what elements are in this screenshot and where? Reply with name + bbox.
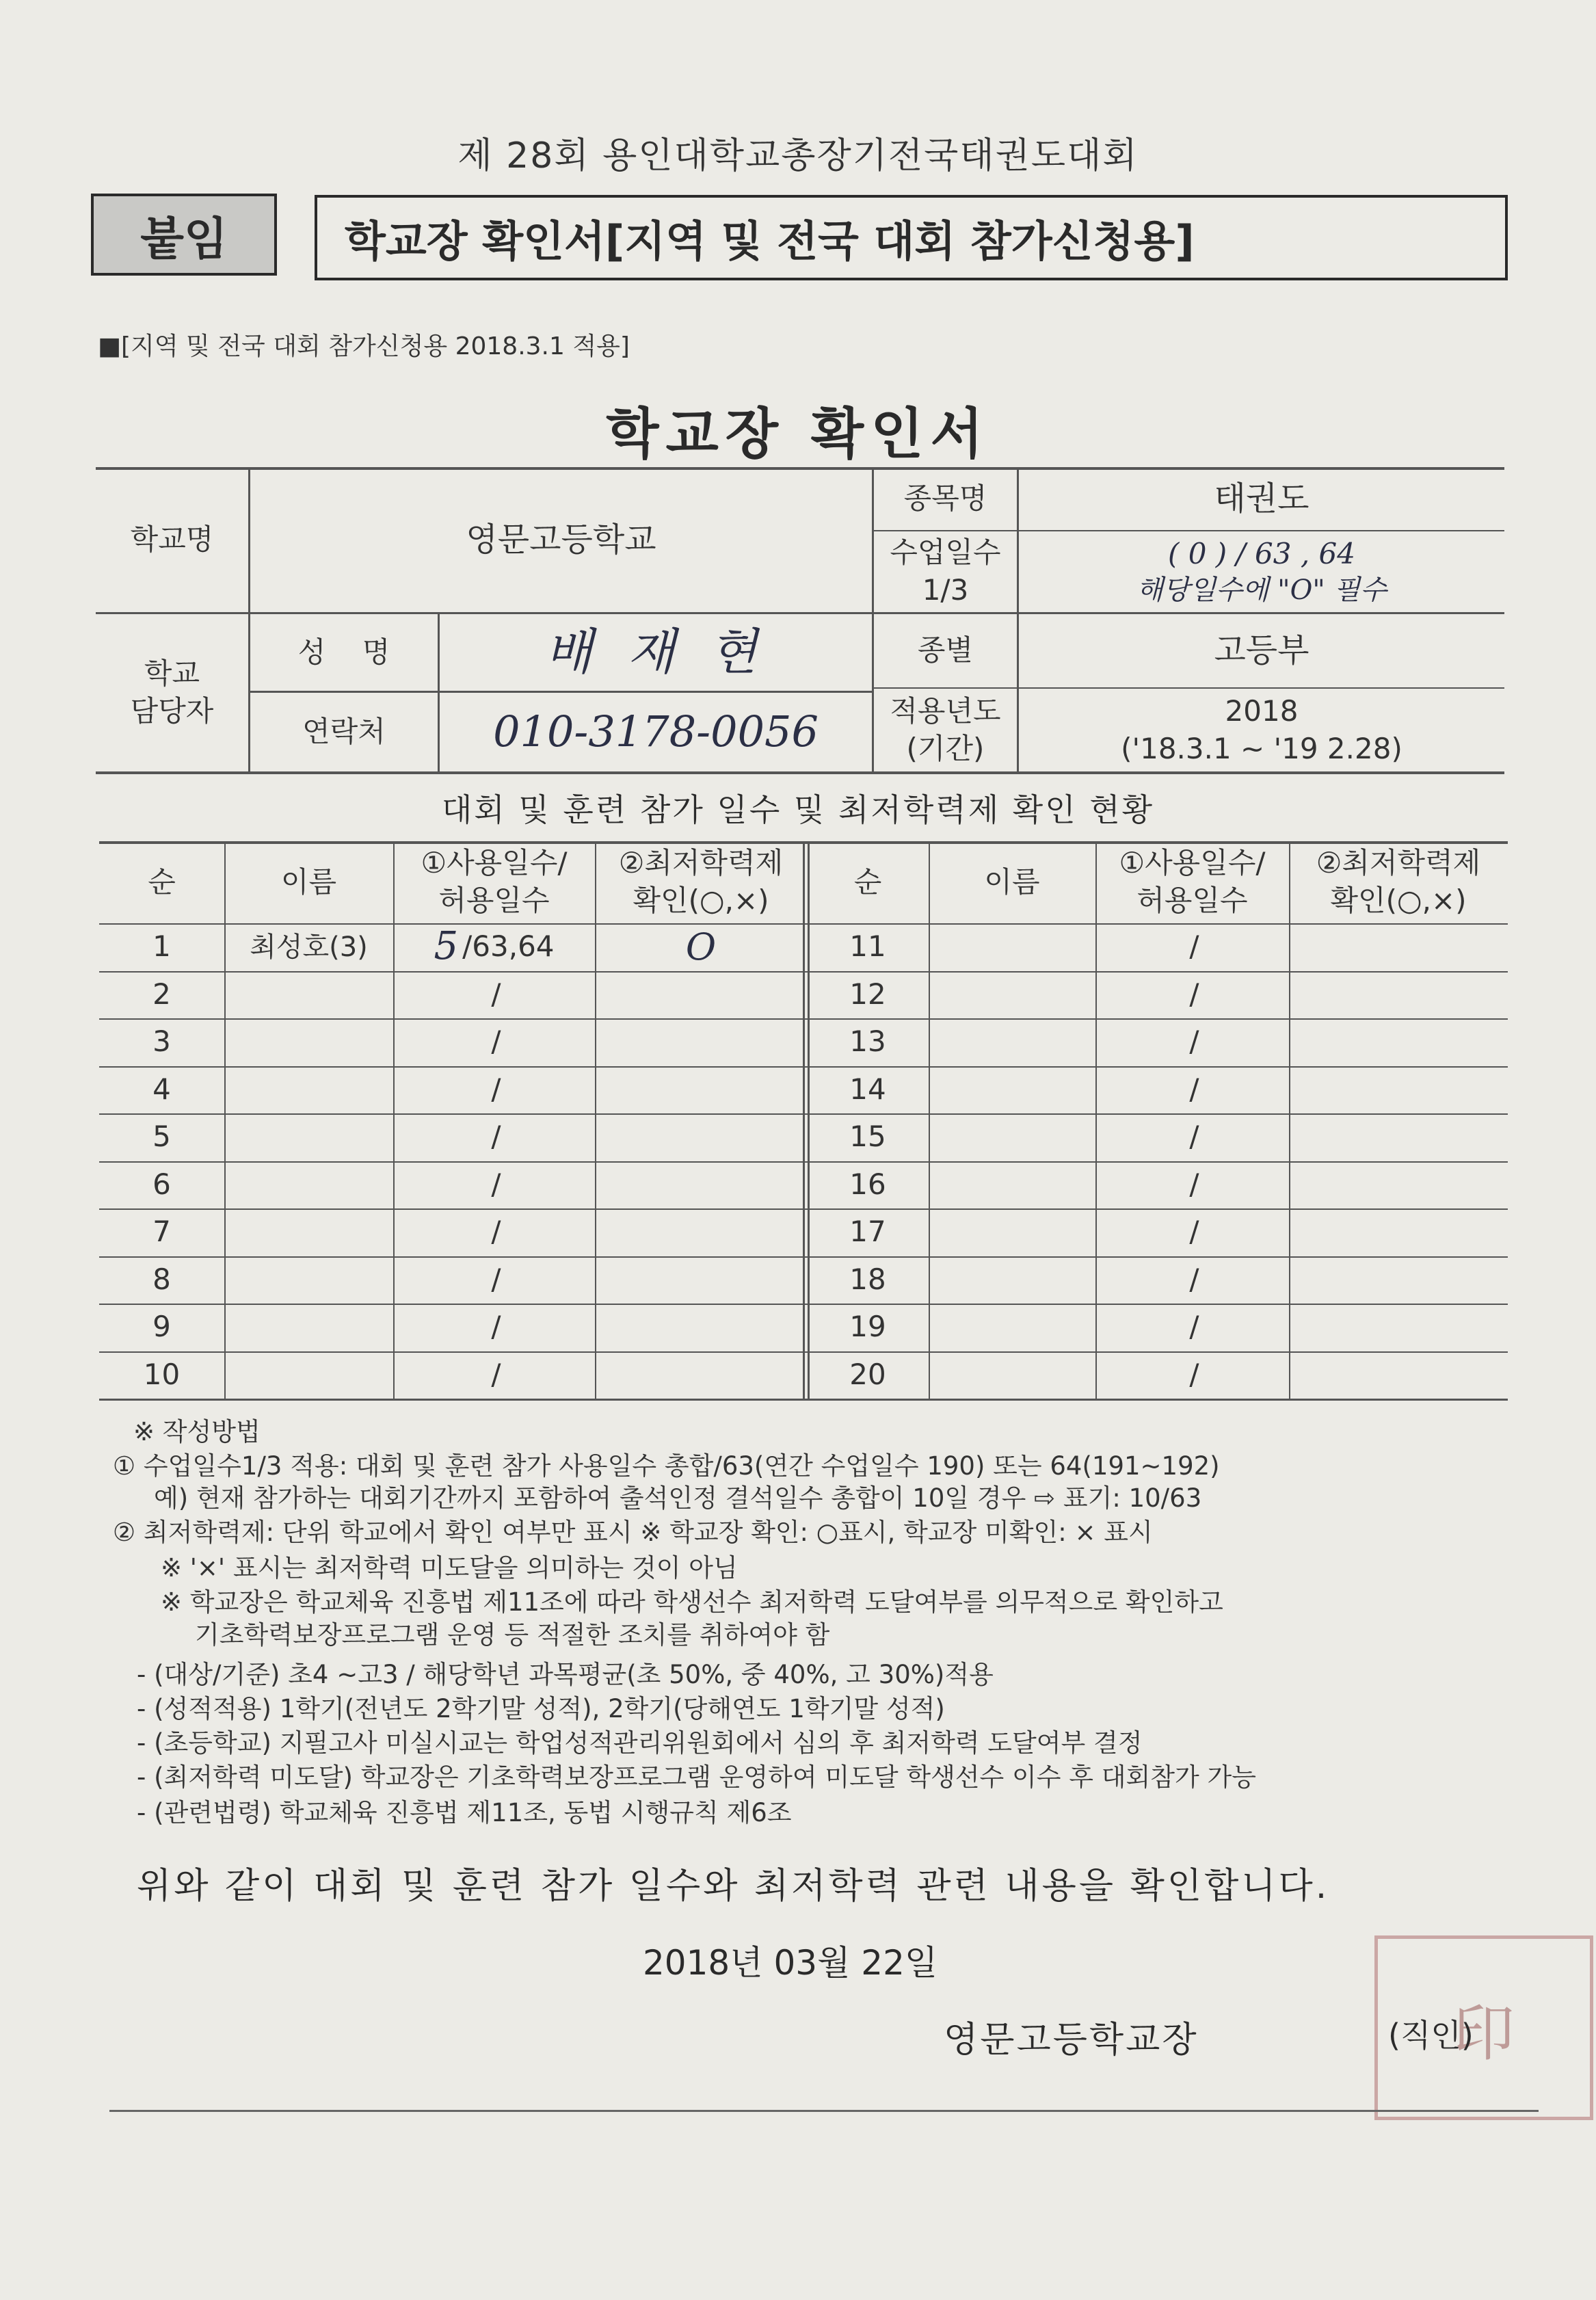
allowed-days: /: [1189, 977, 1199, 1011]
allowed-days: /: [491, 1357, 501, 1391]
table-row-name: [929, 1018, 1095, 1066]
table-row-check: [595, 1351, 807, 1399]
table-row-no: 8: [152, 1262, 171, 1296]
header-days-line2: 허용일수: [1136, 884, 1248, 917]
allowed-days: /: [1189, 1357, 1199, 1391]
seal-glyph: 印: [1453, 1998, 1515, 2070]
table-row-no: 5: [152, 1120, 171, 1154]
table-row-check: [595, 1256, 807, 1304]
table-row-no: 4: [152, 1072, 171, 1106]
manager-label-line1: 학교: [144, 657, 200, 691]
table-row-check: [595, 1066, 807, 1114]
table-row-no: 14: [849, 1072, 886, 1106]
attachment-tag: 붙임: [91, 194, 277, 276]
table-row-name: [929, 971, 1095, 1019]
allowed-days: /: [491, 1120, 501, 1154]
table-row-no: 10: [143, 1357, 181, 1391]
instruction-line: - (성적적용) 1학기(전년도 2학기말 성적), 2학기(당해연도 1학기말 성적): [137, 1694, 945, 1723]
table-row-days: [1095, 1351, 1289, 1399]
table-row-check: O: [685, 925, 717, 968]
table-row-check: [595, 1018, 807, 1066]
division-label: 종별: [917, 633, 974, 667]
table-row-name: [929, 923, 1095, 971]
table-row-name: [224, 1208, 393, 1256]
instruction-line: ② 최저학력제: 단위 학교에서 확인 여부만 표시 ※ 학교장 확인: ○표시, 학교장 미확인: × 표시: [113, 1518, 1153, 1547]
table-row-check: [595, 1113, 807, 1161]
header-name-right: 이름: [984, 864, 1040, 899]
allowed-days: /: [1189, 1262, 1199, 1296]
table-row-check: [1289, 1304, 1508, 1351]
header-check-line2: 확인(○,×): [633, 884, 769, 917]
table-row-check: [595, 1208, 807, 1256]
table-row-check: [1289, 1018, 1508, 1066]
table-row-name: [929, 1113, 1095, 1161]
table-row-days: [393, 1351, 595, 1399]
year-label-line2: (기간): [906, 731, 985, 765]
header-check-left: [595, 841, 807, 923]
issue-date: 2018년 03월 22일: [643, 1943, 938, 1983]
school-label: 학교명: [130, 522, 214, 556]
allowed-days: /: [1189, 1025, 1199, 1059]
table-row-check: [1289, 971, 1508, 1019]
year-label: [874, 689, 1017, 771]
table-row-name: [224, 1256, 393, 1304]
table-row-days: [1095, 1113, 1289, 1161]
table-row-days: [1095, 1018, 1289, 1066]
allowed-days: /: [1189, 1310, 1199, 1344]
allowed-days: /: [1189, 1072, 1199, 1106]
table-row-days: [1095, 1208, 1289, 1256]
table-row-no: 12: [849, 977, 886, 1011]
table-row-no: 11: [849, 929, 886, 964]
event-title: 제 28회 용인대학교총장기전국태권도대회: [457, 135, 1139, 176]
table-row-days: [1095, 971, 1289, 1019]
instruction-line: - (대상/기준) 초4 ~고3 / 해당학년 과목평균(초 50%, 중 40%, 고 30%)적용: [137, 1660, 994, 1689]
table-row-days: [393, 971, 595, 1019]
table-row-no: 1: [152, 929, 171, 964]
table-row-no: 18: [849, 1262, 886, 1296]
table-row-name: [224, 971, 393, 1019]
header-check-line2: 확인(○,×): [1330, 884, 1467, 917]
table-row-days: [393, 923, 595, 971]
allowed-days: /63,64: [462, 929, 555, 964]
used-days-handwritten: 5: [434, 924, 459, 969]
header-days-left: [393, 841, 595, 923]
table-row-no: 17: [849, 1215, 886, 1249]
instruction-line: - (초등학교) 지필고사 미실시교는 학업성적관리위원회에서 심의 후 최저학력 도달여부 결정: [137, 1728, 1143, 1758]
table-row-days: [1095, 1066, 1289, 1114]
manager-label-line2: 담당자: [130, 694, 214, 728]
table-bottom-rule: [99, 1399, 1508, 1401]
table-row-name: [224, 1066, 393, 1114]
table-row-name: [929, 1066, 1095, 1114]
table-row-check: [1289, 1161, 1508, 1209]
table-row-days: [393, 1304, 595, 1351]
form-banner: 학교장 확인서[지역 및 전국 대회 참가신청용]: [315, 195, 1508, 280]
class-days-label: [874, 531, 1017, 612]
table-row-no: 9: [152, 1310, 171, 1344]
table-row-no: 13: [849, 1025, 886, 1059]
table-row-name: [224, 1304, 393, 1351]
table-row-days: [393, 1066, 595, 1114]
table-row-days: [1095, 1304, 1289, 1351]
class-days-note: 해당일수에 "O" 필수: [1136, 574, 1387, 607]
allowed-days: /: [491, 1262, 501, 1296]
document-title: 학교장 확인서: [606, 402, 990, 466]
header-no-left: 순: [148, 864, 176, 899]
header-check-line1: ②최저학력제: [1316, 846, 1481, 880]
applicability-note: ■[지역 및 전국 대회 참가신청용 2018.3.1 적용]: [98, 332, 630, 360]
table-row-name: [224, 1351, 393, 1399]
class-days-value: [1019, 531, 1504, 612]
name-value: 배 재 현: [544, 623, 767, 681]
table-row-check: [1289, 1066, 1508, 1114]
instruction-line: 예) 현재 참가하는 대회기간까지 포함하여 출석인정 결석일수 총합이 10일 경우 ⇨ 표기: 10/63: [154, 1483, 1202, 1513]
status-title: 대회 및 훈련 참가 일수 및 최저학력제 확인 현황: [441, 791, 1155, 828]
allowed-days: /: [491, 1025, 501, 1059]
instruction-line: ※ 작성방법: [133, 1417, 261, 1446]
header-check-right: [1289, 841, 1508, 923]
table-row-name: [224, 1018, 393, 1066]
table-row-days: [1095, 1256, 1289, 1304]
table-row-check: [595, 971, 807, 1019]
event-value: 태권도: [1214, 479, 1309, 518]
year-value: [1019, 689, 1504, 771]
class-days-label-line2: 1/3: [922, 573, 969, 607]
seal-label: (직인): [1388, 2017, 1474, 2054]
header-no-right: 순: [853, 864, 882, 899]
table-row-check: [1289, 1256, 1508, 1304]
table-row-days: [1095, 1161, 1289, 1209]
allowed-days: /: [1189, 1120, 1199, 1154]
table-row-no: 3: [152, 1025, 171, 1059]
table-row-no: 6: [152, 1167, 171, 1201]
allowed-days: /: [491, 1072, 501, 1106]
allowed-days: /: [491, 1215, 501, 1249]
header-days-line1: ①사용일수/: [1119, 846, 1266, 880]
instruction-line: - (최저학력 미도달) 학교장은 기초학력보장프로그램 운영하여 미도달 학생선수 이수 후 대회참가 가능: [137, 1762, 1257, 1792]
header-check-line1: ②최저학력제: [618, 846, 784, 880]
table-row-name: [929, 1208, 1095, 1256]
school-value: 영문고등학교: [466, 520, 656, 559]
manager-label: [96, 614, 248, 771]
table-row-no: 20: [849, 1357, 886, 1391]
instruction-line: ① 수업일수1/3 적용: 대회 및 훈련 참가 사용일수 총합/63(연간 수업일수 190) 또는 64(191~192): [113, 1451, 1220, 1481]
allowed-days: /: [1189, 1215, 1199, 1249]
table-row-days: [393, 1208, 595, 1256]
principal-title: 영문고등학교장: [944, 2020, 1199, 2061]
header-days-line2: 허용일수: [438, 884, 550, 917]
allowed-days: /: [1189, 1167, 1199, 1201]
table-row-check: [1289, 1113, 1508, 1161]
table-row-check: [595, 1304, 807, 1351]
table-row-check: [1289, 1351, 1508, 1399]
year-value-line1: 2018: [1225, 693, 1299, 728]
table-row-name: [224, 1161, 393, 1209]
table-row-days: [393, 1161, 595, 1209]
table-row-name: [929, 1256, 1095, 1304]
division-value: 고등부: [1214, 631, 1309, 670]
table-row-check: [1289, 1208, 1508, 1256]
event-label: 종목명: [903, 481, 987, 515]
closing-statement: 위와 같이 대회 및 훈련 참가 일수와 최저학력 관련 내용을 확인합니다.: [137, 1866, 1330, 1907]
table-row-name: 최성호(3): [250, 931, 368, 963]
name-label: 성 명: [297, 635, 390, 669]
contact-label: 연락처: [302, 715, 386, 749]
instruction-line: - (관련법령) 학교체육 진흥법 제11조, 동법 시행규칙 제6조: [137, 1798, 792, 1827]
allowed-days: /: [491, 1167, 501, 1201]
table-row-no: 19: [849, 1310, 886, 1344]
table-row-days: [393, 1018, 595, 1066]
table-row-no: 15: [849, 1120, 886, 1154]
class-days-label-line1: 수업일수: [890, 536, 1001, 570]
table-row-no: 2: [152, 977, 171, 1011]
table-row-check: [595, 1161, 807, 1209]
table-row-no: 16: [849, 1167, 886, 1201]
allowed-days: /: [491, 1310, 501, 1344]
year-value-line2: ('18.3.1 ~ '19 2.28): [1121, 731, 1402, 765]
allowed-days: /: [491, 977, 501, 1011]
year-label-line1: 적용년도: [890, 693, 1001, 728]
instruction-line: 기초학력보장프로그램 운영 등 적절한 조치를 취하여야 함: [195, 1620, 830, 1650]
table-row-check: [1289, 923, 1508, 971]
table-row-name: [929, 1351, 1095, 1399]
table-row-name: [929, 1161, 1095, 1209]
table-row-days: [393, 1256, 595, 1304]
header-days-line1: ①사용일수/: [421, 846, 568, 880]
contact-value: 010-3178-0056: [493, 706, 819, 757]
table-row-days: [393, 1113, 595, 1161]
table-row-name: [224, 1113, 393, 1161]
allowed-days: /: [1189, 929, 1199, 964]
header-name-left: 이름: [280, 864, 337, 899]
instruction-line: ※ '×' 표시는 최저학력 미도달을 의미하는 것이 아님: [161, 1553, 738, 1583]
table-row-days: [1095, 923, 1289, 971]
instruction-line: ※ 학교장은 학교체육 진흥법 제11조에 따라 학생선수 최저학력 도달여부를 의무적으로 확인하고: [161, 1587, 1223, 1617]
class-days-handwritten: ( 0 ) / 63 , 64: [1168, 536, 1355, 570]
table-row-no: 7: [152, 1215, 171, 1249]
bottom-divider: [109, 2110, 1539, 2112]
table-row-name: [929, 1304, 1095, 1351]
header-days-right: [1095, 841, 1289, 923]
